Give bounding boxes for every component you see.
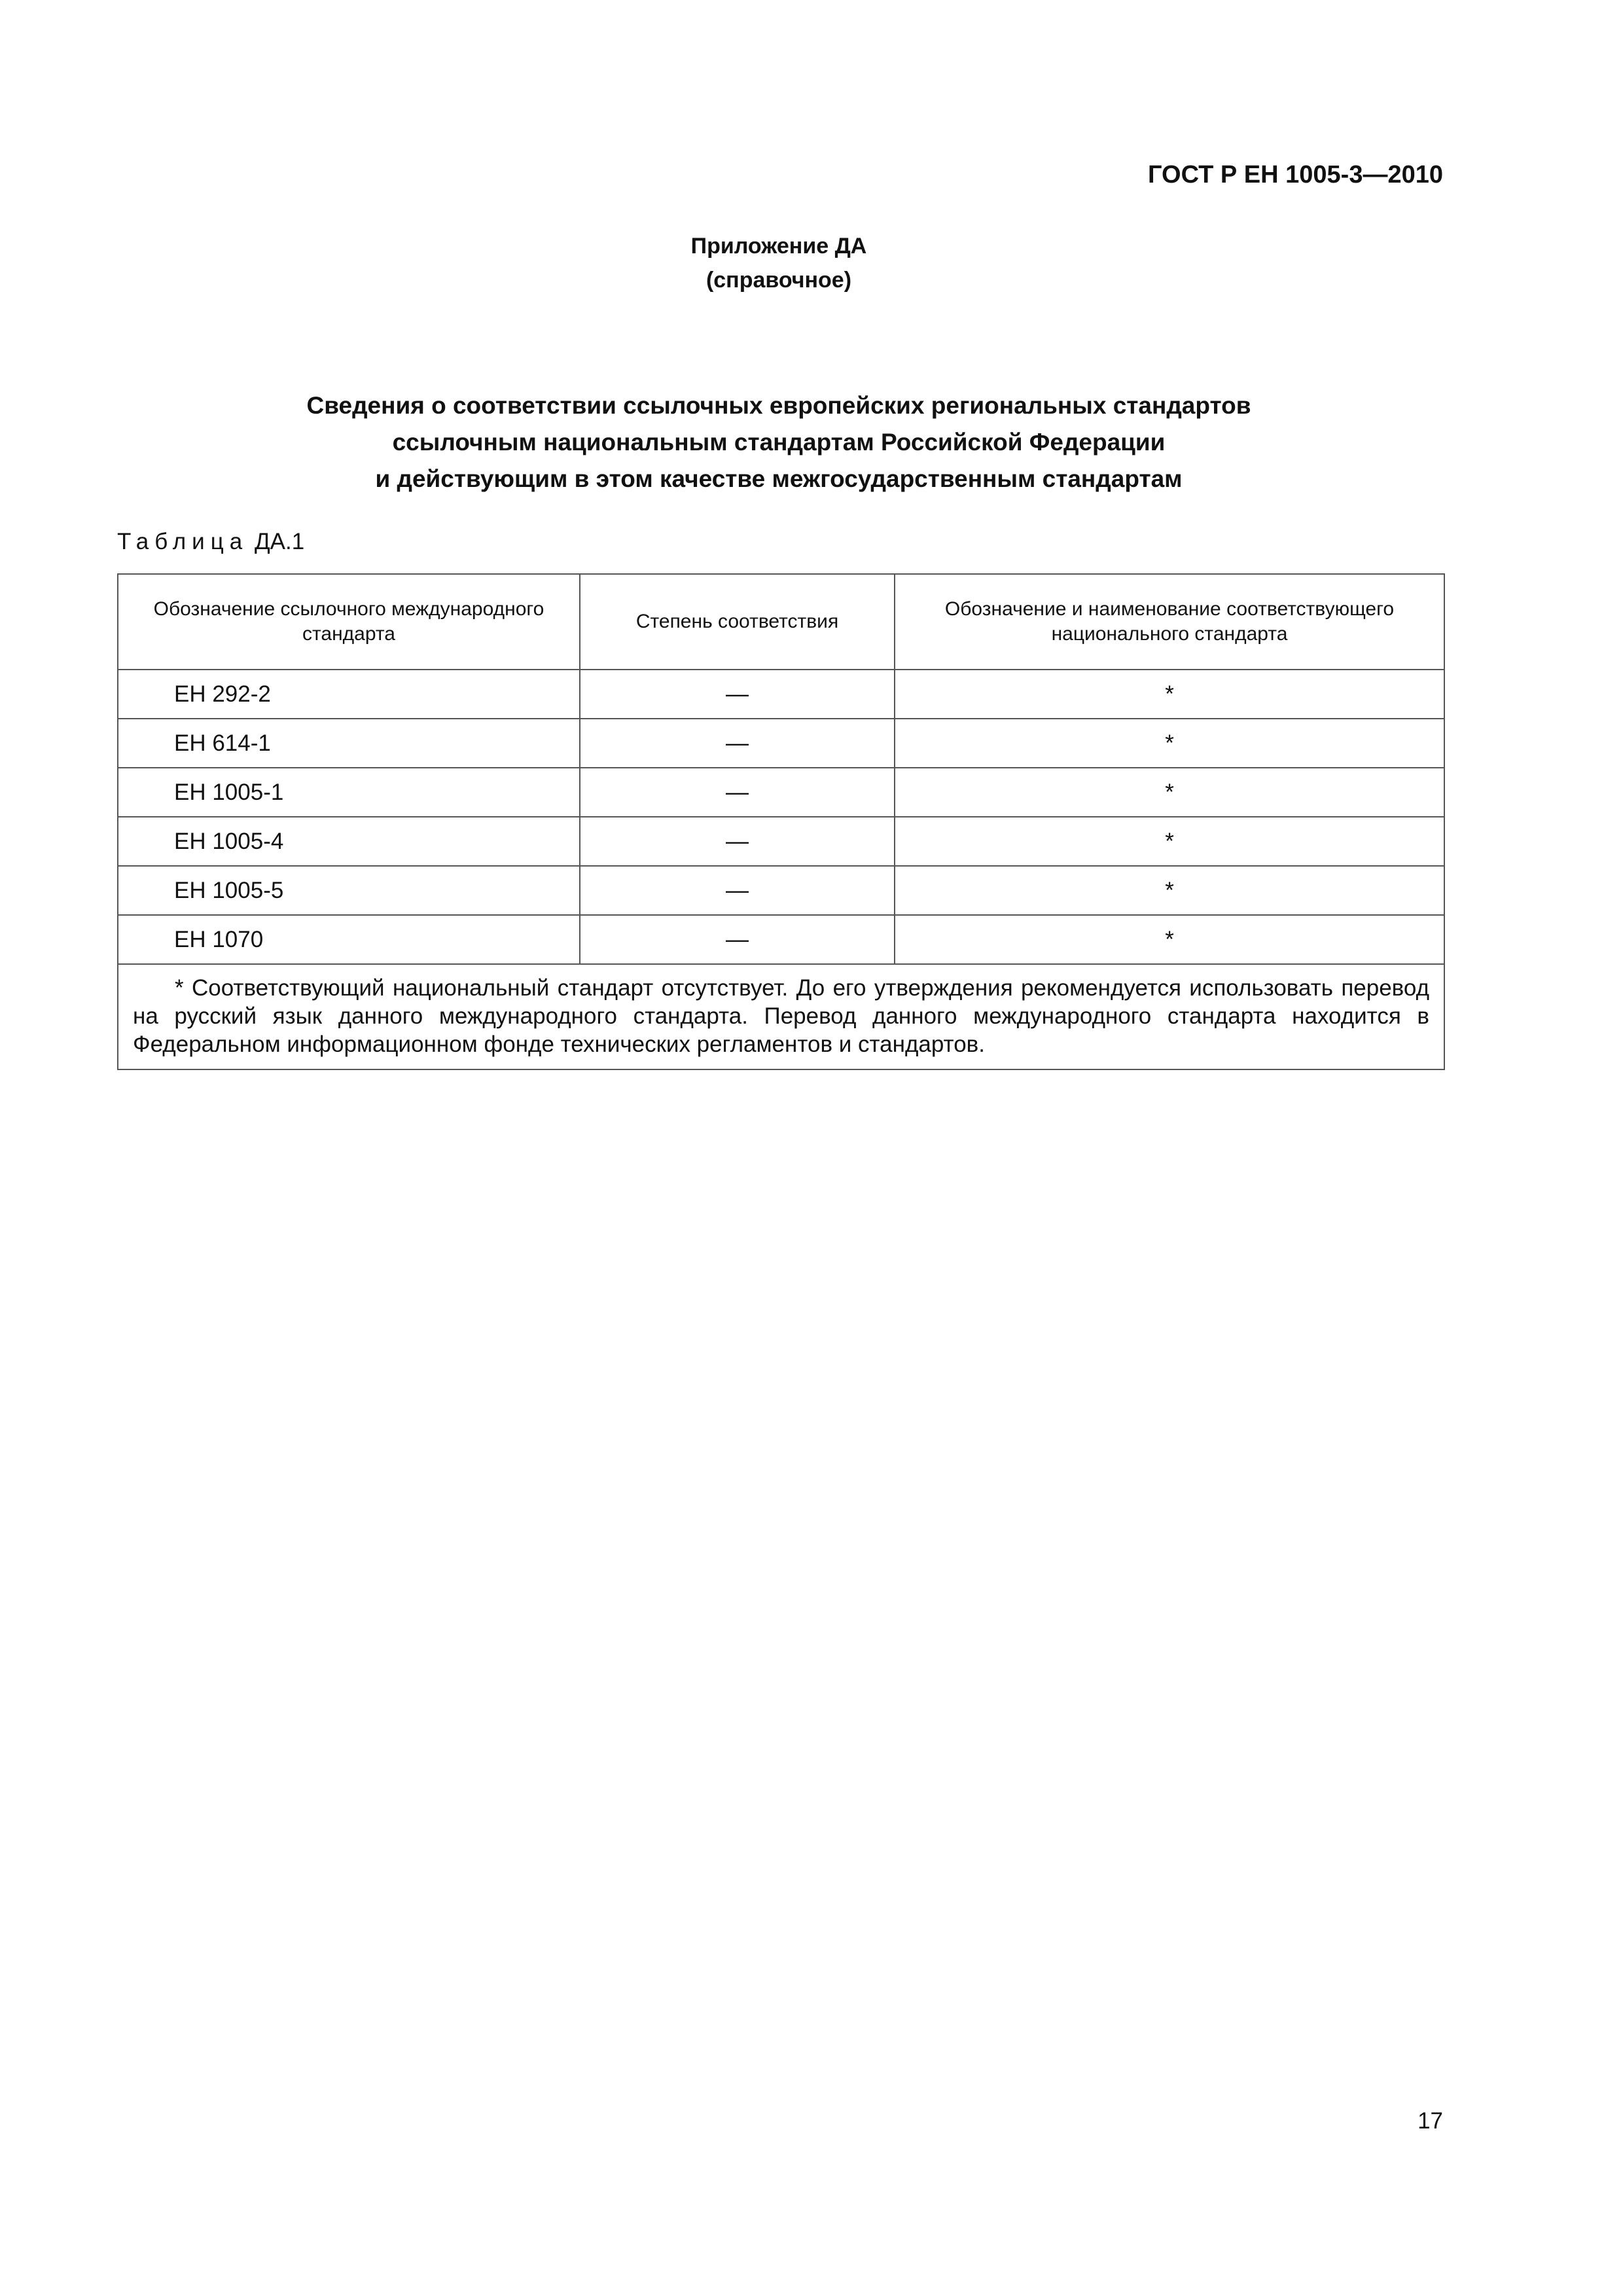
table-footnote: * Соответствующий национальный стандарт отсутствует. До его утверждения рекомендуется использовать перевод на русский язык данного международного стандарта. Перевод данного международного стандарта находится в Федеральном информационном фонде технических регламентов и стандартов. xyxy=(118,964,1444,1069)
annex-title xyxy=(0,387,1558,497)
table-header-row xyxy=(118,574,1444,670)
national-standard-cell: * xyxy=(895,866,1444,915)
annex-title-line: и действующим в этом качестве межгосударственным стандартам xyxy=(375,465,1183,492)
national-standard-cell: * xyxy=(895,768,1444,817)
reference-standard-cell: ЕН 292-2 xyxy=(118,670,580,719)
degree-cell: — xyxy=(580,817,895,866)
reference-standard-cell: ЕН 614-1 xyxy=(118,719,580,768)
annex-heading-block xyxy=(0,229,1558,297)
column-header-national-standard: Обозначение и наименование соответствующего национального стандарта xyxy=(895,574,1444,670)
table-row xyxy=(118,670,1444,719)
annex-heading: Приложение ДА xyxy=(690,234,867,259)
reference-standard-cell: ЕН 1005-5 xyxy=(118,866,580,915)
table-caption xyxy=(117,529,304,555)
page-number: 17 xyxy=(1418,2108,1443,2134)
national-standard-cell: * xyxy=(895,817,1444,866)
annex-status: (справочное) xyxy=(705,268,852,293)
degree-cell: — xyxy=(580,768,895,817)
reference-standard-cell: ЕН 1070 xyxy=(118,915,580,964)
national-standard-cell: * xyxy=(895,670,1444,719)
table-row xyxy=(118,866,1444,915)
degree-cell: — xyxy=(580,670,895,719)
degree-cell: — xyxy=(580,719,895,768)
national-standard-cell: * xyxy=(895,915,1444,964)
correspondence-table xyxy=(117,573,1445,1070)
annex-title-line: Сведения о соответствии ссылочных европейских региональных стандартов xyxy=(306,392,1251,419)
table-caption-word: Таблица xyxy=(117,529,249,554)
column-header-reference-standard: Обозначение ссылочного международного стандарта xyxy=(118,574,580,670)
reference-standard-cell: ЕН 1005-4 xyxy=(118,817,580,866)
national-standard-cell: * xyxy=(895,719,1444,768)
degree-cell: — xyxy=(580,915,895,964)
table-footnote-row xyxy=(118,964,1444,1069)
annex-title-line: ссылочным национальным стандартам Российской Федерации xyxy=(392,429,1166,456)
table-caption-number: ДА.1 xyxy=(254,529,305,554)
table-row xyxy=(118,817,1444,866)
degree-cell: — xyxy=(580,866,895,915)
table-row xyxy=(118,915,1444,964)
table-row xyxy=(118,768,1444,817)
document-code: ГОСТ Р ЕН 1005-3—2010 xyxy=(1148,161,1443,188)
reference-standard-cell: ЕН 1005-1 xyxy=(118,768,580,817)
correspondence-table-container xyxy=(117,573,1444,1070)
column-header-degree-of-correspondence: Степень соответствия xyxy=(580,574,895,670)
table-row xyxy=(118,719,1444,768)
